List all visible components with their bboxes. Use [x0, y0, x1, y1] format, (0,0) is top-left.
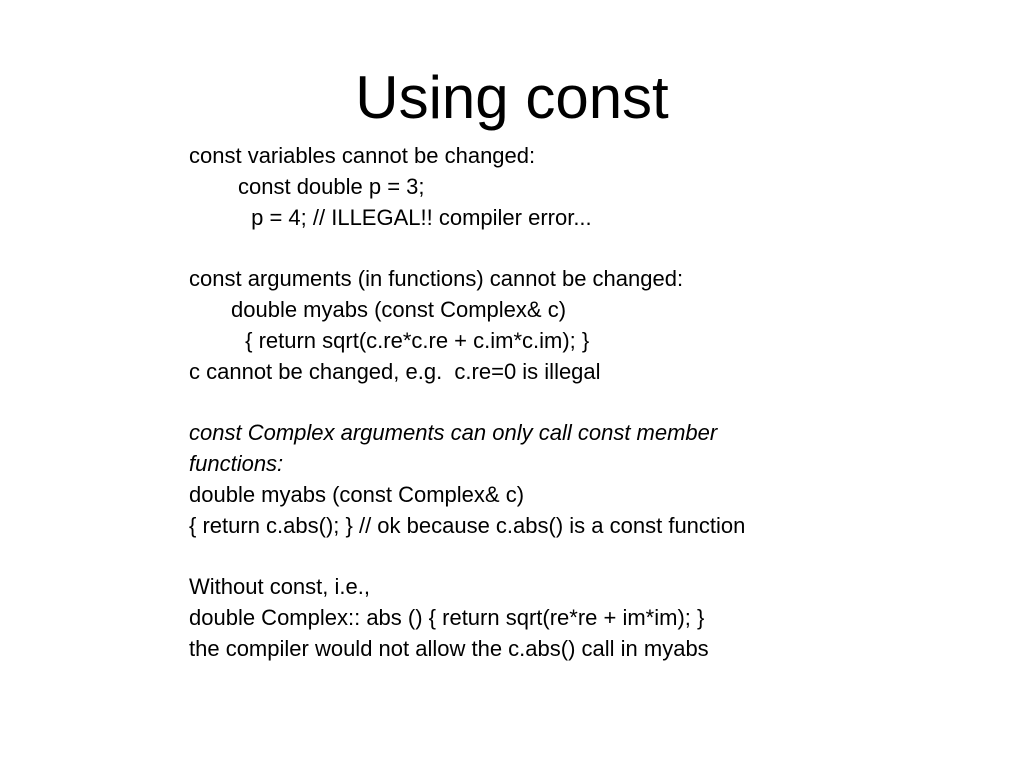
code-line-4: { return sqrt(c.re*c.re + c.im*c.im); } [239, 327, 590, 353]
blank-line-1 [189, 233, 869, 264]
slide-title: Using const [355, 64, 669, 131]
text-line-5: the compiler would not allow the c.abs() call in myabs [189, 635, 709, 661]
code-line-2: p = 4; // ILLEGAL!! compiler error... [245, 204, 592, 230]
text-line-3: c cannot be changed, e.g. c.re=0 is illegal [189, 358, 601, 384]
code-line-6: { return c.abs(); } // ok because c.abs() is a const function [189, 512, 746, 538]
slide-body [189, 141, 869, 665]
code-line-1: const double p = 3; [238, 173, 425, 199]
italic-line-2: functions: [189, 450, 284, 476]
text-line-2: const arguments (in functions) cannot be changed: [189, 266, 684, 292]
blank-line-3 [189, 541, 869, 572]
code-line-7: double Complex:: abs () { return sqrt(re*re + im*im); } [189, 604, 705, 630]
italic-line-1: const Complex arguments can only call const member [189, 420, 718, 446]
text-line-4: Without const, i.e., [189, 574, 370, 600]
code-line-5: double myabs (const Complex& c) [189, 481, 525, 507]
code-line-3: double myabs (const Complex& c) [231, 296, 567, 322]
blank-line-2 [189, 387, 869, 418]
text-line-1: const variables cannot be changed: [189, 143, 536, 168]
